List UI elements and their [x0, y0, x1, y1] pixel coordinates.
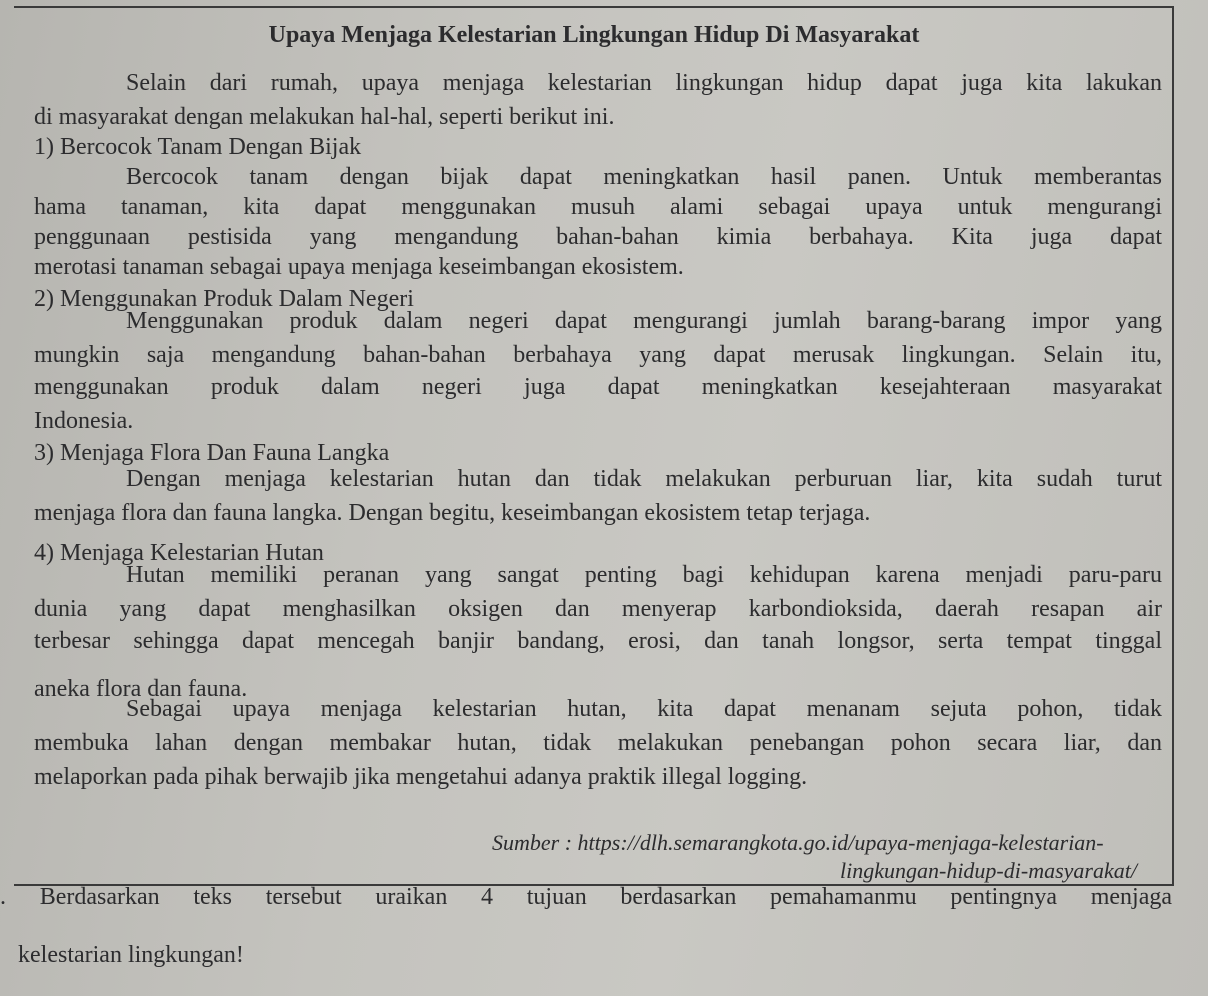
- p4-line-1: Hutan memiliki peranan yang sangat penting bagi kehidupan karena menjadi paru-paru: [126, 562, 1162, 588]
- p3-line-2: menjaga flora dan fauna langka. Dengan begitu, keseimbangan ekosistem tetap terjaga.: [34, 500, 871, 526]
- p4-line-2: dunia yang dapat menghasilkan oksigen dan menyerap karbondioksida, daerah resapan air: [34, 596, 1162, 622]
- p4-line-3: terbesar sehingga dapat mencegah banjir bandang, erosi, dan tanah longsor, serta tempat tinggal: [34, 628, 1162, 654]
- text-box: [14, 6, 1174, 886]
- question-line-1: . Berdasarkan teks tersebut uraikan 4 tujuan berdasarkan pemahamanmu pentingnya menjaga: [0, 884, 1172, 910]
- source-line-1: Sumber : https://dlh.semarangkota.go.id/upaya-menjaga-kelestarian-: [492, 830, 1104, 855]
- p5-line-2: membuka lahan dengan membakar hutan, tidak melakukan penebangan pohon secara liar, dan: [34, 730, 1162, 756]
- p5-line-3: melaporkan pada pihak berwajib jika mengetahui adanya praktik illegal logging.: [34, 764, 808, 790]
- intro-line-1: Selain dari rumah, upaya menjaga kelestarian lingkungan hidup dapat juga kita lakukan: [126, 70, 1162, 96]
- page-title: Upaya Menjaga Kelestarian Lingkungan Hidup Di Masyarakat: [268, 22, 920, 48]
- p4-line-4: aneka flora dan fauna.: [34, 676, 248, 702]
- source-line-2: lingkungan-hidup-di-masyarakat/: [840, 858, 1137, 883]
- heading-3: 3) Menjaga Flora Dan Fauna Langka: [34, 440, 390, 466]
- heading-1: 1) Bercocok Tanam Dengan Bijak: [34, 134, 362, 160]
- heading-2: 2) Menggunakan Produk Dalam Negeri: [34, 286, 414, 312]
- intro-line-2: di masyarakat dengan melakukan hal-hal, seperti berikut ini.: [34, 104, 615, 130]
- p1-line-4: merotasi tanaman sebagai upaya menjaga keseimbangan ekosistem.: [34, 254, 684, 280]
- p2-line-2: mungkin saja mengandung bahan-bahan berbahaya yang dapat merusak lingkungan. Selain itu,: [34, 342, 1162, 368]
- p2-line-4: Indonesia.: [34, 408, 134, 434]
- p2-line-1: Menggunakan produk dalam negeri dapat mengurangi jumlah barang-barang impor yang: [126, 308, 1162, 334]
- p2-line-3: menggunakan produk dalam negeri juga dapat meningkatkan kesejahteraan masyarakat: [34, 374, 1162, 400]
- p1-line-1: Bercocok tanam dengan bijak dapat meningkatkan hasil panen. Untuk memberantas: [126, 164, 1162, 190]
- p3-line-1: Dengan menjaga kelestarian hutan dan tidak melakukan perburuan liar, kita sudah turut: [126, 466, 1162, 492]
- p5-line-1: Sebagai upaya menjaga kelestarian hutan, kita dapat menanam sejuta pohon, tidak: [126, 696, 1162, 722]
- p1-line-3: penggunaan pestisida yang mengandung bahan-bahan kimia berbahaya. Kita juga dapat: [34, 224, 1162, 250]
- heading-4: 4) Menjaga Kelestarian Hutan: [34, 540, 324, 566]
- p1-line-2: hama tanaman, kita dapat menggunakan musuh alami sebagai upaya untuk mengurangi: [34, 194, 1162, 220]
- question-line-2: kelestarian lingkungan!: [18, 942, 244, 968]
